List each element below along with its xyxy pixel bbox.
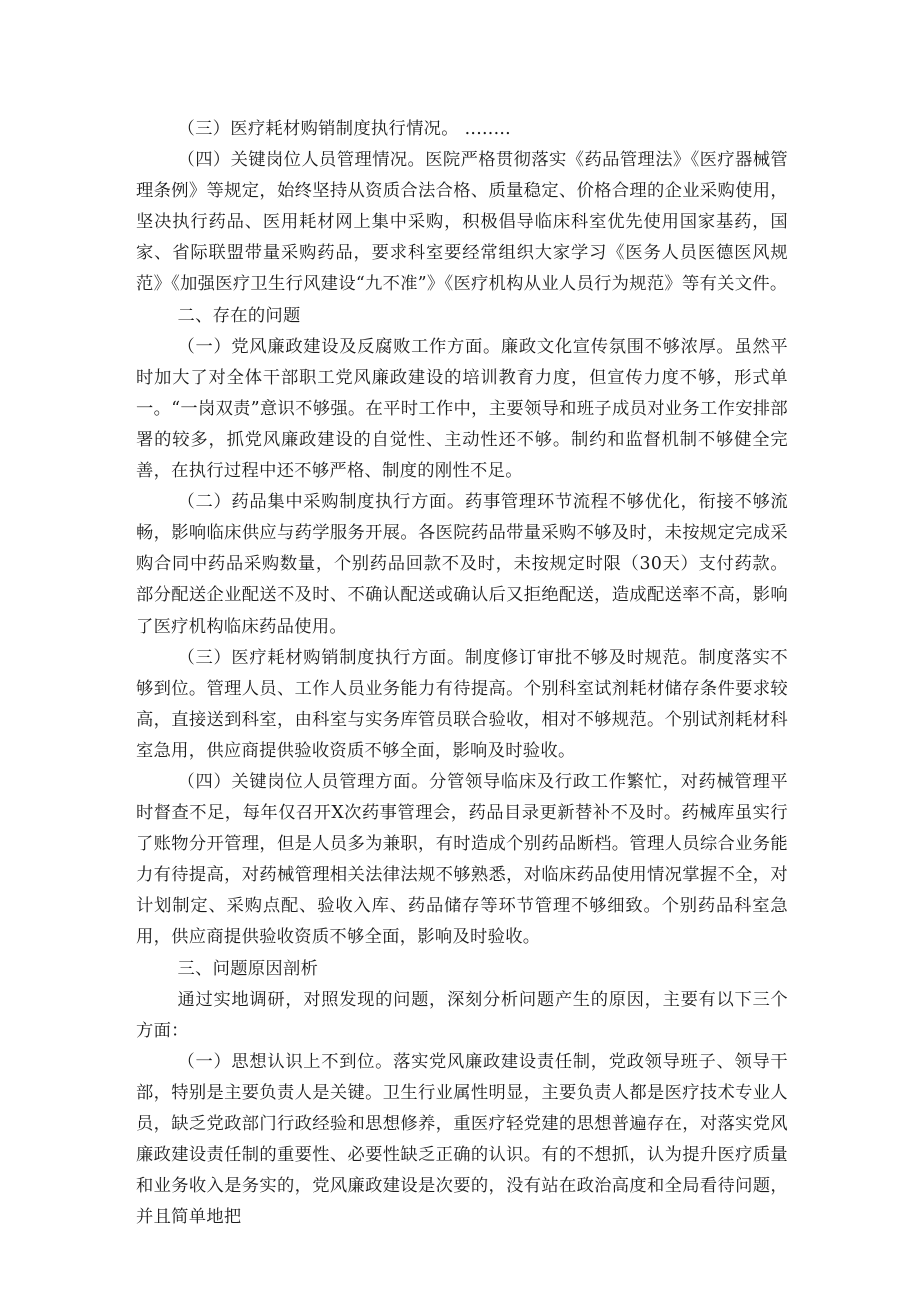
paragraph-section-4-summary: （四）关键岗位人员管理情况。医院严格贯彻落实《药品管理法》《医疗器械管理条例》等规定，始终坚持从资质合法合格、质量稳定、价格合理的企业采购使用，坚决执行药品、医用耗材网上集中采购，积极倡导临床科室优先使用国家基药，国家、省际联盟带量采购药品，要求科室要经常组织大家学习《医务人员医德医风规范》《加强医疗卫生行风建设“九不准”》《医疗机构从业人员行为规范》等有关文件。	[136, 150, 788, 295]
heading-cause-analysis: 三、问题原因剖析	[177, 958, 319, 979]
paragraph-section-3-summary: （三）医疗耗材购销制度执行情况。 ........	[177, 119, 511, 139]
paragraph-cause-1: （一）思想认识上不到位。落实党风廉政建设责任制，党政领导班子、领导干部，特别是主要负责人是关键。卫生行业属性明显，主要负责人都是医疗技术专业人员，缺乏党政部门行政经验和思想修养，重医疗轻党建的思想普遍存在，对落实党风廉政建设责任制的重要性、必要性缺乏正确的认识。有的不想抓，认为提升医疗质量和业务收入是务实的，党风廉政建设是次要的，没有站在政治高度和全局看待问题，并且简单地把	[136, 1051, 788, 1228]
paragraph-problem-3: （三）医疗耗材购销制度执行方面。制度修订审批不够及时规范。制度落实不够到位。管理人员、工作人员业务能力有待提高。个别科室试剂耗材储存条件要求较高，直接送到科室，由科室与实务库管员联合验收，相对不够规范。个别试剂耗材科室急用，供应商提供验收资质不够全面，影响及时验收。	[136, 647, 788, 761]
paragraph-cause-intro: 通过实地调研，对照发现的问题，深刻分析问题产生的原因，主要有以下三个方面：	[136, 989, 788, 1041]
heading-existing-problems: 二、存在的问题	[177, 305, 301, 326]
paragraph-problem-4: （四）关键岗位人员管理方面。分管领导临床及行政工作繁忙，对药械管理平时督查不足，每年仅召开X次药事管理会，药品目录更新替补不及时。药械库虽实行了账物分开管理，但是人员多为兼职，有时造成个别药品断档。管理人员综合业务能力有待提高，对药械管理相关法律法规不够熟悉，对临床药品使用情况掌握不全，对计划制定、采购点配、验收入库、药品储存等环节管理不够细致。个别药品科室急用，供应商提供验收资质不够全面，影响及时验收。	[136, 771, 788, 948]
document-page	[136, 114, 788, 1233]
paragraph-problem-2: （二）药品集中采购制度执行方面。药事管理环节流程不够优化，衔接不够流畅，影响临床供应与药学服务开展。各医院药品带量采购不够及时，未按规定完成采购合同中药品采购数量，个别药品回款不及时，未按规定时限（30天）支付药款。部分配送企业配送不及时、不确认配送或确认后又拒绝配送，造成配送率不高，影响了医疗机构临床药品使用。	[136, 492, 788, 637]
paragraph-problem-1: （一）党风廉政建设及反腐败工作方面。廉政文化宣传氛围不够浓厚。虽然平时加大了对全体干部职工党风廉政建设的培训教育力度，但宣传力度不够，形式单一。“一岗双责”意识不够强。在平时工作中，主要领导和班子成员对业务工作安排部署的较多，抓党风廉政建设的自觉性、主动性还不够。制约和监督机制不够健全完善，在执行过程中还不够严格、制度的刚性不足。	[136, 336, 788, 482]
